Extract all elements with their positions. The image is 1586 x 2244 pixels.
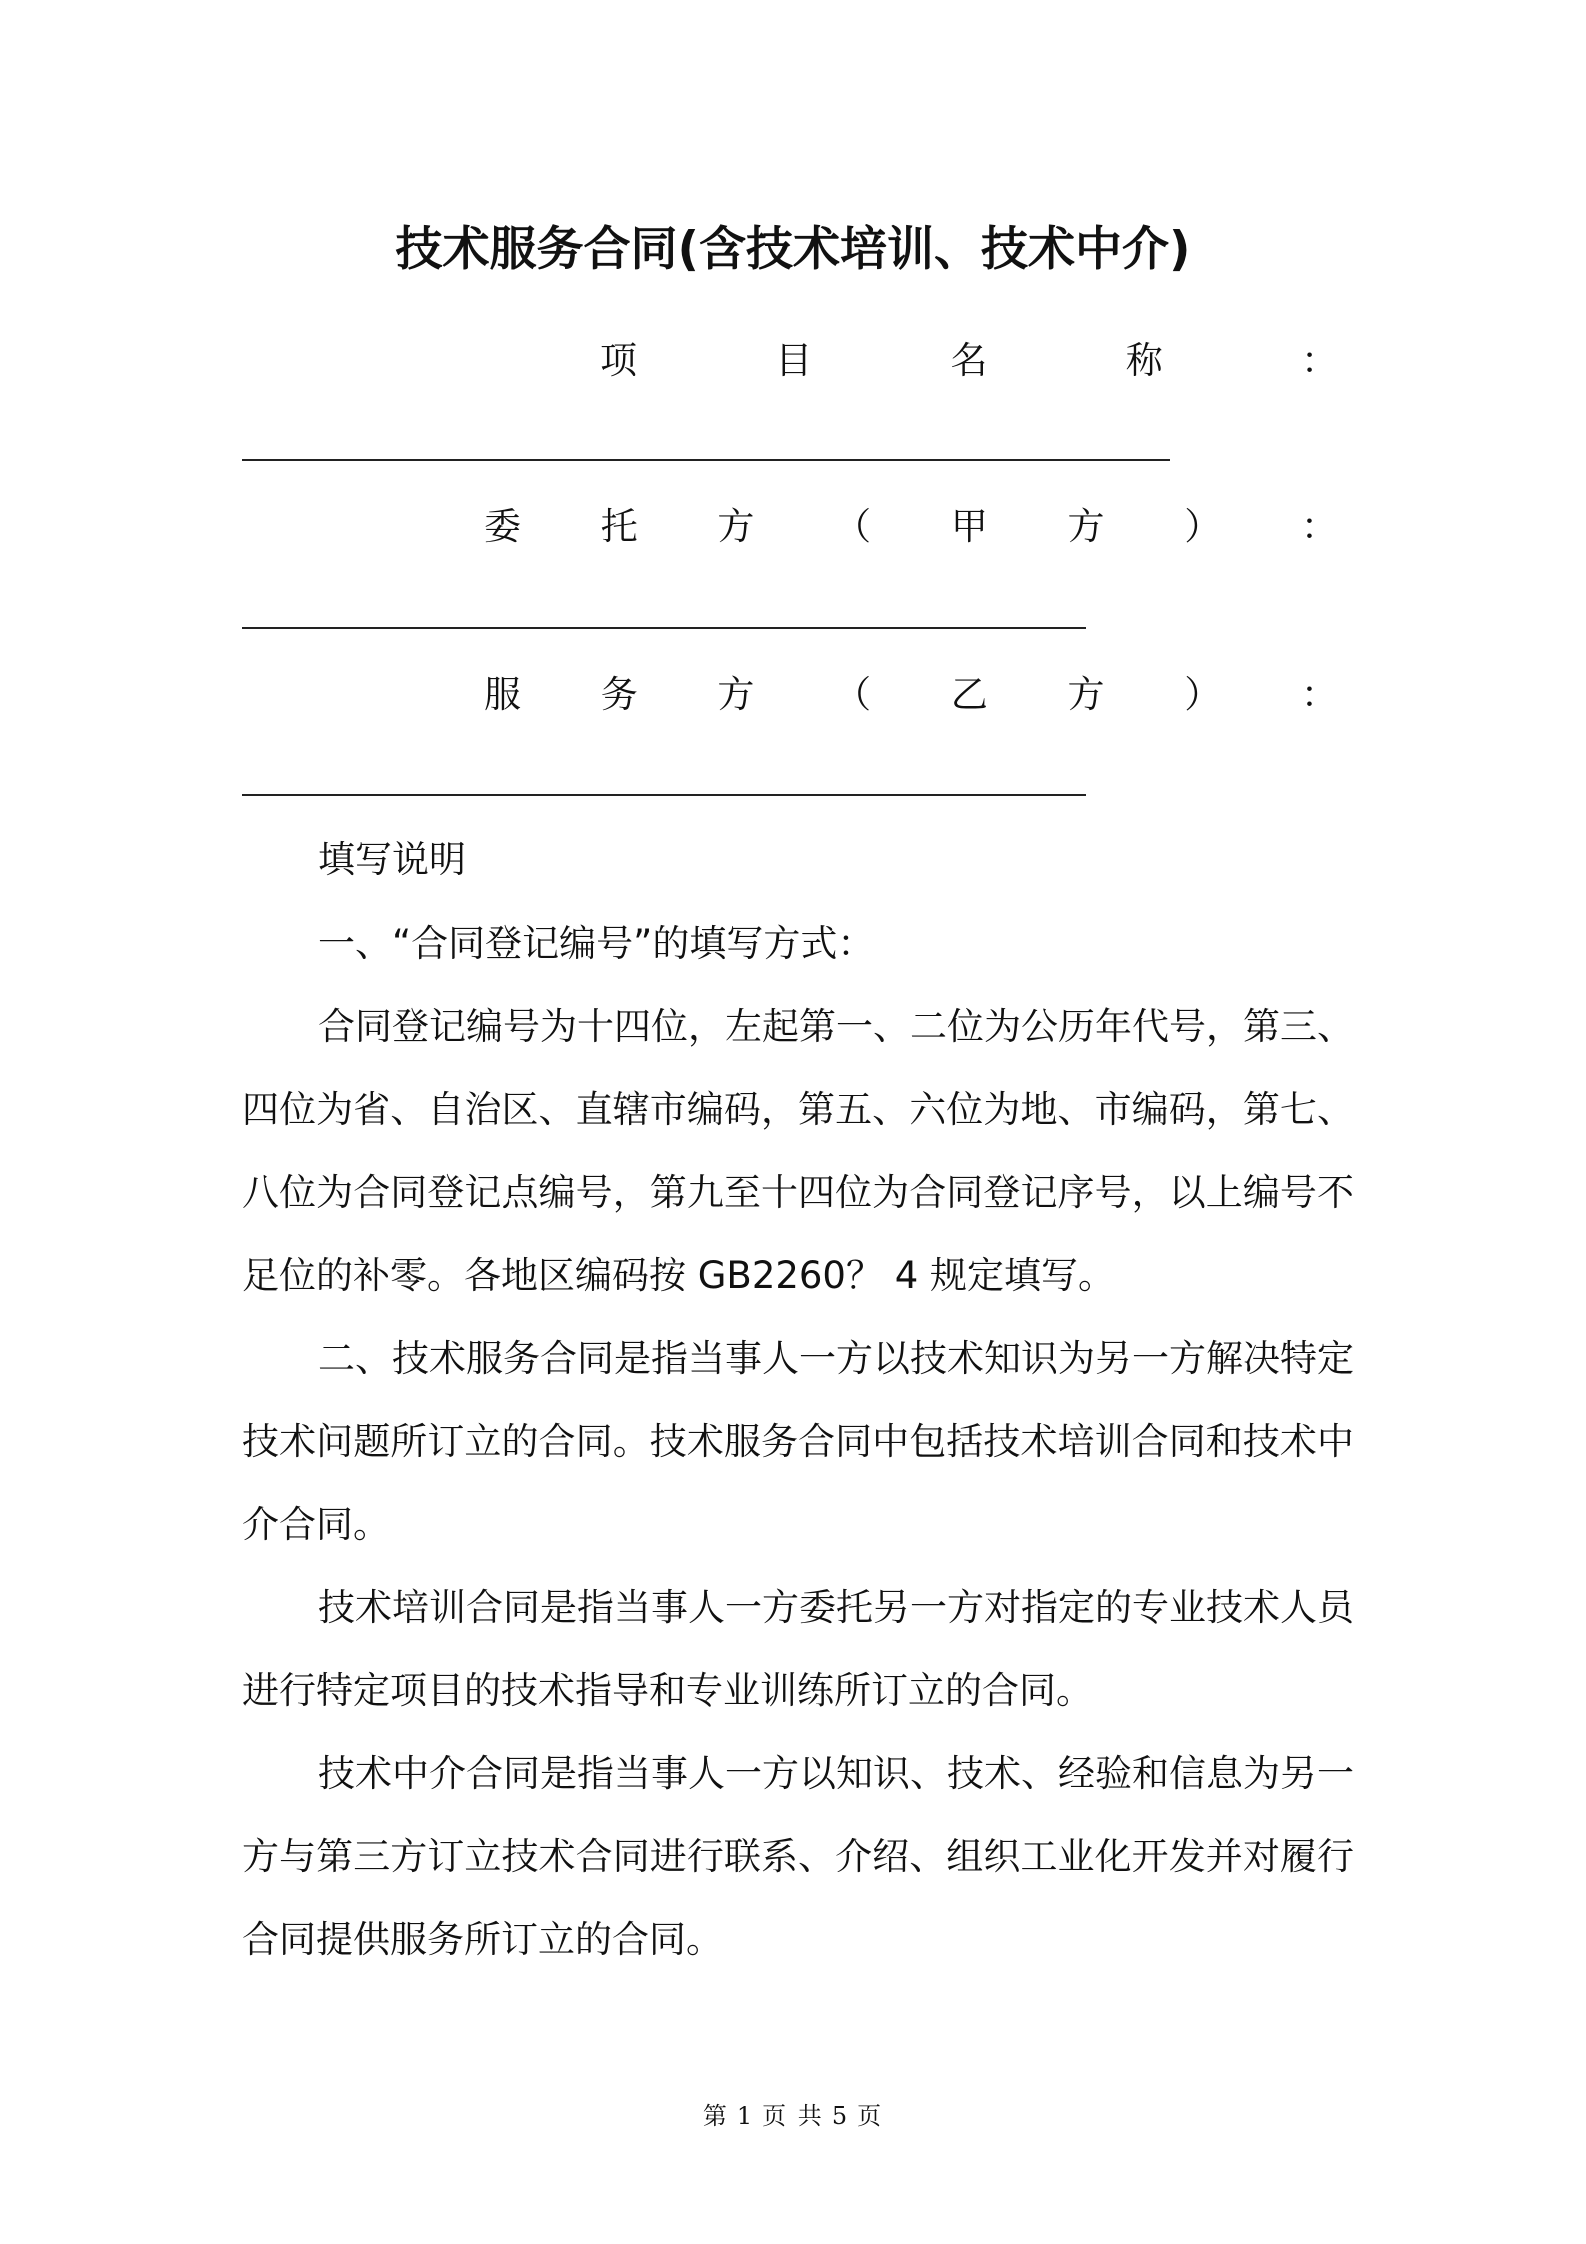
field-char: 项 xyxy=(600,339,637,382)
page-label-suffix: 页 xyxy=(857,2102,884,2130)
field-char: 务 xyxy=(600,673,638,716)
field-provider-label xyxy=(484,664,1338,718)
section1-heading: 一、“合同登记编号”的填写方式： xyxy=(318,922,875,965)
field-char: 称 xyxy=(1125,339,1163,382)
page-number: 1 xyxy=(736,2102,755,2130)
instructions-heading: 填写说明 xyxy=(318,838,466,881)
field-char: ） xyxy=(1184,505,1222,548)
page-label-prefix: 第 xyxy=(702,2102,729,2130)
client-blank-line[interactable] xyxy=(242,627,1086,629)
field-char: 委 xyxy=(484,505,521,548)
field-char: （ xyxy=(834,673,872,716)
field-char: 方 xyxy=(717,505,755,548)
project-name-blank-line[interactable] xyxy=(242,459,1170,461)
training-contract-body: 技术培训合同是指当事人一方委托另一方对指定的专业技术人员进行特定项目的技术指导和专业训练所订立的合同。 xyxy=(242,1586,1354,1712)
field-char: 目 xyxy=(775,339,813,382)
field-char: 甲 xyxy=(950,505,988,548)
field-char: 服 xyxy=(484,673,521,716)
field-char: ： xyxy=(1300,505,1338,548)
field-char: 乙 xyxy=(950,673,988,716)
page-indicator xyxy=(0,2096,1586,2131)
field-char: ： xyxy=(1301,339,1338,382)
field-char: ： xyxy=(1300,673,1338,716)
field-project-name-label xyxy=(600,330,1338,384)
field-char: 名 xyxy=(950,339,988,382)
section2-body: 二、技术服务合同是指当事人一方以技术知识为另一方解决特定技术问题所订立的合同。技术服务合同中包括技术培训合同和技术中介合同。 xyxy=(242,1337,1354,1546)
document-title: 技术服务合同(含技术培训、技术中介) xyxy=(395,222,1191,277)
intermediary-contract-body: 技术中介合同是指当事人一方以知识、技术、经验和信息为另一方与第三方订立技术合同进行联系、介绍、组织工业化开发并对履行合同提供服务所订立的合同。 xyxy=(242,1752,1354,1961)
provider-blank-line[interactable] xyxy=(242,794,1086,796)
field-char: 方 xyxy=(1067,505,1105,548)
page-label-mid: 页 共 xyxy=(762,2102,824,2130)
section1-body: 合同登记编号为十四位，左起第一、二位为公历年代号，第三、四位为省、自治区、直辖市编码，第五、六位为地、市编码，第七、八位为合同登记点编号，第九至十四位为合同登记序号，以上编号不足位的补零。各地区编码按 GB2260？ 4 规定填写。 xyxy=(242,1005,1354,1297)
field-char: 方 xyxy=(1067,673,1105,716)
field-char: （ xyxy=(834,505,872,548)
field-char: ） xyxy=(1184,673,1222,716)
field-char: 托 xyxy=(600,505,638,548)
total-pages: 5 xyxy=(831,2102,850,2130)
field-char: 方 xyxy=(717,673,755,716)
field-client-label xyxy=(484,496,1338,550)
